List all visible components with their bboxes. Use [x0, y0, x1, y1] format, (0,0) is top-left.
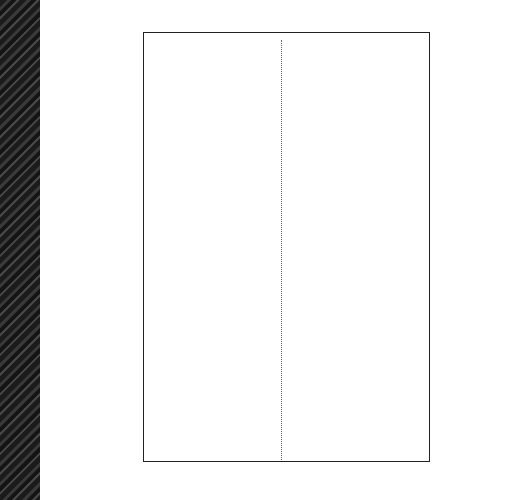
page-header [116, 72, 140, 467]
text-frame [143, 32, 430, 462]
book-spine [0, 0, 40, 500]
column-rule [281, 40, 282, 460]
